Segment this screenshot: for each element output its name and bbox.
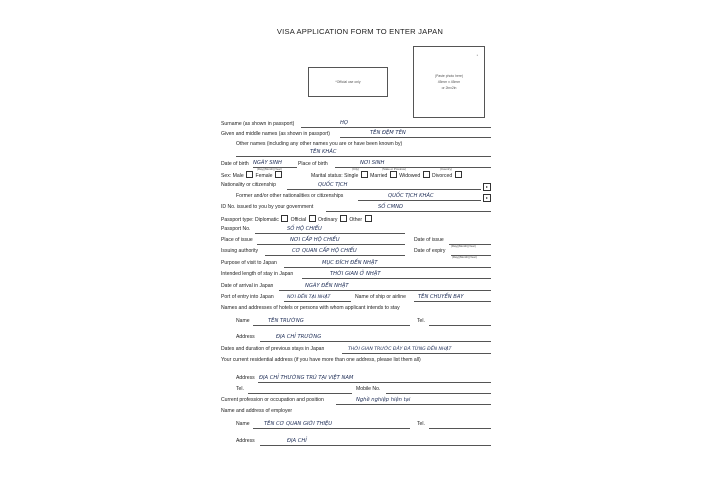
hotel-address-label: Address bbox=[236, 334, 255, 340]
passport-ordinary-checkbox[interactable] bbox=[340, 215, 347, 222]
previous-stays-line bbox=[342, 353, 491, 354]
res-address-line bbox=[258, 382, 491, 383]
marital-single-label: Marital status: Single bbox=[311, 173, 359, 179]
port-entry-label: Port of entry into Japan bbox=[221, 294, 274, 300]
nationality-dropdown-icon[interactable]: ▸ bbox=[483, 183, 491, 191]
employer-tel-line bbox=[429, 428, 491, 429]
place-issue-line bbox=[257, 244, 405, 245]
ship-airline-line bbox=[414, 301, 491, 302]
hotels-heading: Names and addresses of hotels or persons with whom applicant intends to stay bbox=[221, 305, 400, 311]
given-names-value[interactable]: TÊN ĐỆM TÊN bbox=[370, 130, 406, 136]
hotel-address-value[interactable]: ĐỊA CHỈ TRƯỜNG bbox=[276, 334, 322, 340]
passport-no-line bbox=[255, 233, 405, 234]
passport-diplomatic-checkbox[interactable] bbox=[281, 215, 288, 222]
passport-official-checkbox[interactable] bbox=[309, 215, 316, 222]
passport-ordinary-label: Ordinary bbox=[317, 217, 338, 223]
marital-married-label: Married bbox=[370, 173, 388, 179]
arrival-date-label: Date of arrival in Japan bbox=[221, 283, 274, 289]
nationality-line bbox=[287, 189, 481, 190]
passport-other-label: Other bbox=[349, 217, 363, 223]
marital-widowed-label: Widowed bbox=[399, 173, 421, 179]
nationality-label: Nationality or citizenship bbox=[221, 182, 276, 188]
other-names-value[interactable]: TÊN KHÁC bbox=[310, 149, 337, 155]
res-mobile-line bbox=[386, 393, 491, 394]
date-expiry-hint: (Day)(Month)(Year) bbox=[452, 255, 477, 259]
pob-hint-city: (City) bbox=[352, 167, 359, 171]
length-stay-label: Intended length of stay in Japan bbox=[221, 271, 294, 277]
other-names-line bbox=[236, 156, 491, 157]
ship-airline-value[interactable]: TÊN CHUYẾN BAY bbox=[418, 294, 464, 300]
profession-value[interactable]: Nghề nghiệp hiện tại bbox=[356, 397, 411, 403]
port-entry-line bbox=[284, 301, 351, 302]
passport-type-row bbox=[221, 215, 373, 224]
res-address-value[interactable]: ĐỊA CHỈ THƯỜNG TRÚ TẠI VIỆT NAM bbox=[259, 375, 354, 381]
photo-size-mm: 45mm x 45mm bbox=[437, 80, 461, 84]
dob-label: Date of birth bbox=[221, 161, 249, 167]
passport-diplomatic-label: Passport type: Diplomatic bbox=[221, 217, 279, 223]
passport-other-checkbox[interactable] bbox=[365, 215, 372, 222]
profession-line bbox=[336, 404, 491, 405]
surname-label: Surname (as shown in passport) bbox=[221, 121, 295, 127]
dob-value[interactable]: NGÀY SINH bbox=[253, 160, 282, 166]
ship-airline-label: Name of ship or airline bbox=[355, 294, 406, 300]
employer-tel-label: Tel. bbox=[417, 421, 425, 427]
id-no-label: ID No. issued to you by your government bbox=[221, 204, 314, 210]
given-names-label: Given and middle names (as shown in passport) bbox=[221, 131, 331, 137]
employer-name-label: Name bbox=[236, 421, 250, 427]
id-no-value[interactable]: SỐ CMND bbox=[378, 204, 403, 210]
surname-line bbox=[301, 127, 491, 128]
employer-heading: Name and address of employer bbox=[221, 408, 293, 414]
length-stay-line bbox=[302, 278, 491, 279]
res-tel-label: Tel. bbox=[236, 386, 244, 392]
res-tel-line bbox=[248, 393, 352, 394]
hotel-name-value[interactable]: TÊN TRƯỜNG bbox=[268, 318, 304, 324]
passport-no-label: Passport No. bbox=[221, 226, 251, 232]
sex-male-label: Sex: Male bbox=[221, 173, 244, 179]
place-issue-label: Place of issue bbox=[221, 237, 253, 243]
former-nationality-label: Former and/or other nationalities or citizenships bbox=[236, 193, 344, 199]
port-entry-value[interactable]: NƠI ĐẾN TẠI NHẬT bbox=[287, 295, 331, 300]
purpose-value[interactable]: MỤC ĐÍCH ĐẾN NHẬT bbox=[322, 260, 378, 266]
date-issue-hint: (Day)(Month)(Year) bbox=[451, 244, 476, 248]
hotel-name-label: Name bbox=[236, 318, 250, 324]
photo-label: (Paste photo here) bbox=[434, 74, 464, 78]
hotel-tel-label: Tel. bbox=[417, 318, 425, 324]
purpose-label: Purpose of visit to Japan bbox=[221, 260, 277, 266]
pob-hint-state: (State or Province) bbox=[382, 167, 407, 171]
pob-label: Place of birth bbox=[298, 161, 328, 167]
arrival-date-value[interactable]: NGÀY ĐẾN NHẬT bbox=[305, 283, 349, 289]
photo-size-in: or 2inx2in bbox=[441, 86, 457, 90]
photo-box bbox=[413, 46, 485, 118]
employer-address-line bbox=[260, 445, 491, 446]
marital-married-checkbox[interactable] bbox=[390, 171, 397, 178]
official-use-label: *Official use only bbox=[335, 80, 361, 84]
sex-row bbox=[221, 171, 283, 180]
purpose-line bbox=[284, 267, 491, 268]
marital-widowed-checkbox[interactable] bbox=[423, 171, 430, 178]
nationality-value[interactable]: QUỐC TỊCH bbox=[318, 182, 348, 188]
dob-hint: (Day)(Month)(Year) bbox=[257, 167, 282, 171]
marital-divorced-checkbox[interactable] bbox=[455, 171, 462, 178]
marital-divorced-label: Divorced bbox=[432, 173, 453, 179]
official-use-box bbox=[308, 67, 388, 97]
date-expiry-label: Date of expiry bbox=[414, 248, 446, 254]
employer-address-value[interactable]: ĐỊA CHỈ bbox=[287, 438, 307, 444]
employer-name-value[interactable]: TÊN CƠ QUAN GIỚI THIỆU bbox=[264, 421, 333, 427]
sex-male-checkbox[interactable] bbox=[246, 171, 253, 178]
employer-name-line bbox=[253, 428, 410, 429]
former-nationality-value[interactable]: QUỐC TỊCH KHÁC bbox=[388, 193, 434, 199]
photo-mark: * bbox=[476, 54, 478, 58]
marital-single-checkbox[interactable] bbox=[361, 171, 368, 178]
former-nationality-dropdown-icon[interactable]: ▸ bbox=[483, 194, 491, 202]
id-no-line bbox=[326, 211, 491, 212]
employer-address-label: Address bbox=[236, 438, 255, 444]
form-title: VISA APPLICATION FORM TO ENTER JAPAN bbox=[276, 27, 444, 36]
place-issue-value[interactable]: NƠI CẤP HỘ CHIẾU bbox=[290, 237, 340, 243]
profession-label: Current profession or occupation and position bbox=[221, 397, 324, 403]
date-issue-label: Date of issue bbox=[414, 237, 444, 243]
sex-female-checkbox[interactable] bbox=[275, 171, 282, 178]
surname-value[interactable]: HỌ bbox=[340, 120, 348, 126]
previous-stays-label: Dates and duration of previous stays in Japan bbox=[221, 346, 325, 352]
issuing-authority-line bbox=[265, 255, 405, 256]
issuing-authority-value[interactable]: CƠ QUAN CẤP HỘ CHIẾU bbox=[292, 248, 357, 254]
given-names-line bbox=[340, 137, 491, 138]
res-mobile-label: Mobile No. bbox=[356, 386, 381, 392]
marital-row bbox=[311, 171, 463, 180]
res-address-label: Address bbox=[236, 375, 255, 381]
passport-no-value[interactable]: SỐ HỘ CHIẾU bbox=[287, 226, 322, 232]
pob-value[interactable]: NƠI SINH bbox=[360, 160, 385, 166]
hotel-tel-line bbox=[429, 325, 491, 326]
residential-heading: Your current residential address (if you have more than one address, please list them all) bbox=[221, 357, 421, 363]
former-nationality-line bbox=[358, 200, 481, 201]
issuing-authority-label: Issuing authority bbox=[221, 248, 259, 254]
passport-official-label: Official bbox=[290, 217, 307, 223]
length-stay-value[interactable]: THỜI GIAN Ở NHẬT bbox=[330, 271, 381, 277]
hotel-address-line bbox=[260, 341, 491, 342]
previous-stays-value[interactable]: THỜI GIAN TRƯỚC ĐÂY ĐÃ TỪNG ĐẾN NHẬT bbox=[348, 347, 452, 352]
other-names-label: Other names (including any other names you are or have been known by) bbox=[236, 141, 403, 147]
hotel-name-line bbox=[253, 325, 410, 326]
sex-female-label: Female bbox=[255, 173, 273, 179]
pob-hint-country: (Country) bbox=[440, 167, 453, 171]
arrival-date-line bbox=[279, 290, 491, 291]
